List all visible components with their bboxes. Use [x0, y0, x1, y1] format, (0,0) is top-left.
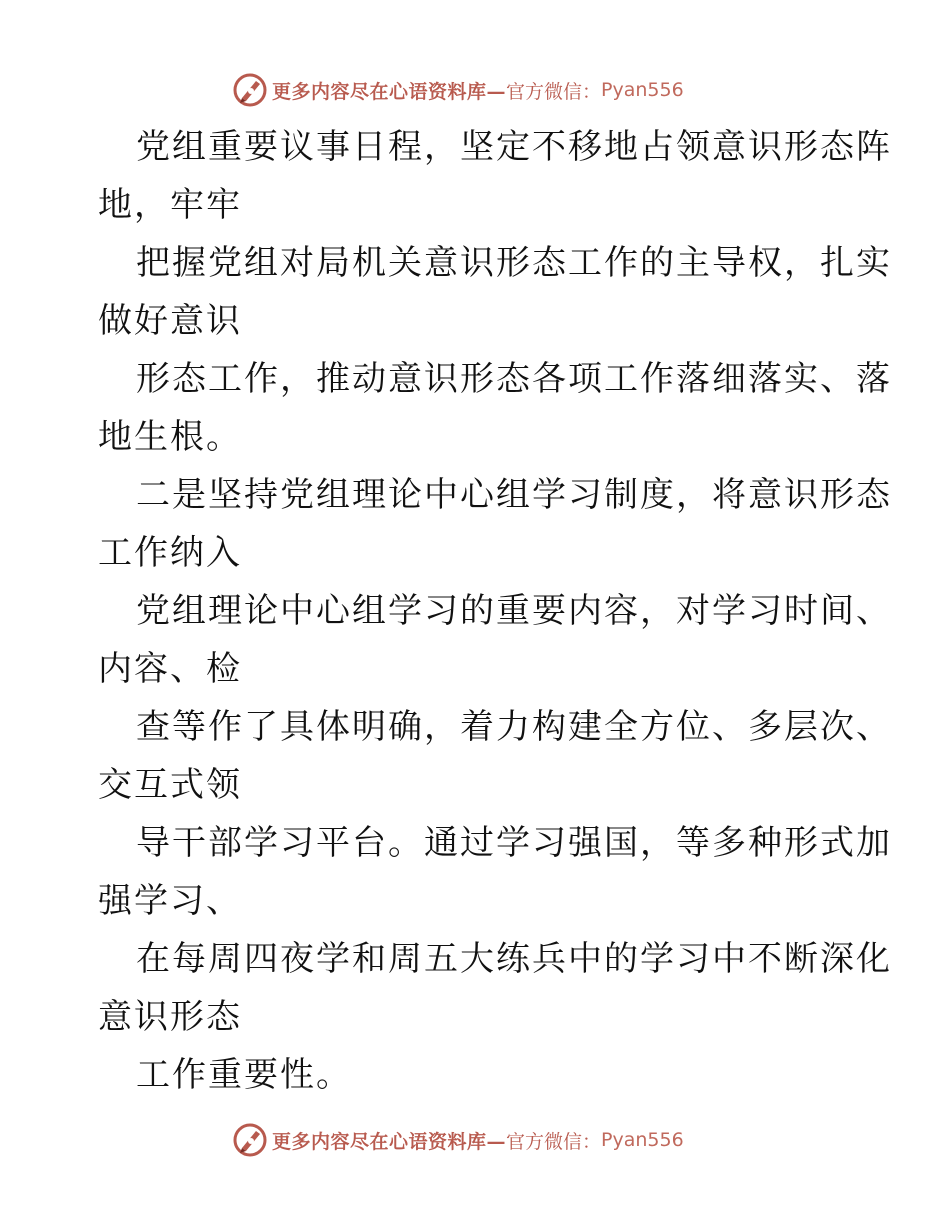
text-line: 交互式领: [98, 765, 242, 805]
text-line: 查等作了具体明确，着力构建全方位、多层次、: [136, 707, 892, 747]
banner-slogan: 更多内容尽在心语资料库—: [272, 1130, 507, 1153]
pen-logo-icon: [232, 72, 268, 108]
text-line: 在每周四夜学和周五大练兵中的学习中不断深化: [136, 939, 892, 979]
footer-banner: [232, 1120, 684, 1160]
banner-wechat-label: 官方微信：: [506, 80, 602, 103]
text-line: 党组重要议事日程，坚定不移地占领意识形态阵: [136, 127, 892, 167]
text-line: 地，牢牢: [98, 185, 242, 225]
text-line: 党组理论中心组学习的重要内容，对学习时间、: [136, 591, 892, 631]
banner-wechat-id: Pyan556: [601, 79, 684, 101]
text-line: 把握党组对局机关意识形态工作的主导权，扎实: [136, 243, 892, 283]
text-line: 内容、检: [98, 649, 242, 689]
text-line: 地生根。: [98, 417, 242, 457]
text-line: 二是坚持党组理论中心组学习制度，将意识形态: [136, 475, 892, 515]
text-line: 导干部学习平台。通过学习强国，等多种形式加: [136, 823, 892, 863]
header-banner: [232, 70, 684, 110]
banner-wechat-id: Pyan556: [601, 1129, 684, 1151]
banner-slogan: 更多内容尽在心语资料库—: [272, 80, 507, 103]
text-line: 形态工作，推动意识形态各项工作落细落实、落: [136, 359, 892, 399]
text-line: 强学习、: [98, 881, 242, 921]
text-line: 意识形态: [98, 997, 242, 1037]
text-line: 工作重要性。: [136, 1055, 352, 1095]
pen-logo-icon: [232, 1122, 268, 1158]
text-line: 工作纳入: [98, 533, 242, 573]
document-body: [98, 118, 892, 1104]
banner-wechat-label: 官方微信：: [506, 1130, 602, 1153]
text-line: 做好意识: [98, 301, 242, 341]
